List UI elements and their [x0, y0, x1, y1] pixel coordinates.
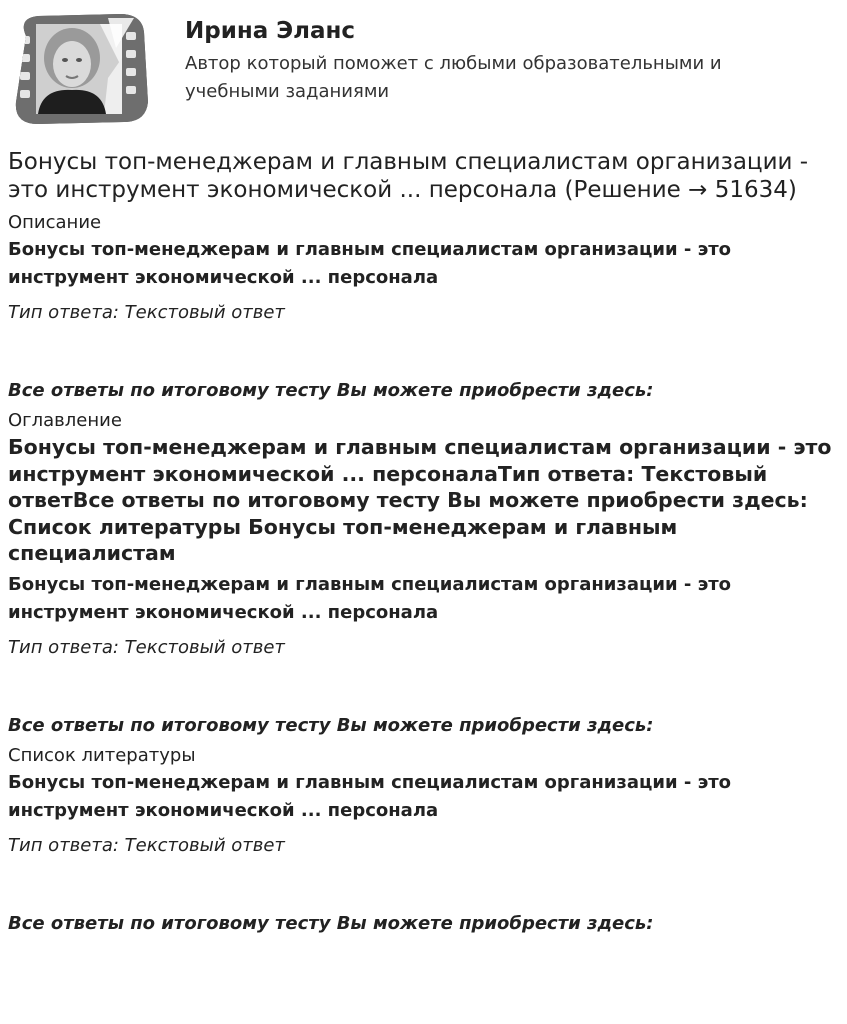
main-content [8, 148, 838, 935]
page-title: Бонусы топ-менеджерам и главным специалистам организации - это инструмент экономической ... персонала (Решение → 51634) [8, 149, 809, 203]
answer-type: Тип ответа: Текстовый ответ [8, 834, 285, 856]
purchase-note: Все ответы по итоговому тесту Вы можете приобрести здесь: [8, 714, 654, 736]
section-label-bibliography: Список литературы [8, 744, 196, 766]
bibliography-section [8, 745, 838, 935]
purchase-note: Все ответы по итоговому тесту Вы можете приобрести здесь: [8, 380, 654, 401]
purchase-note: Все ответы по итоговому тесту Вы можете приобрести здесь: [8, 912, 654, 934]
section-label-description: Описание [8, 212, 102, 233]
toc-section [8, 410, 838, 737]
toc-summary: Бонусы топ-менеджерам и главным специалистам организации - это инструмент экономической ... персоналаТип ответа: Текстовый ответВсе ответы по итоговому тесту Вы можете приобрести здесь: Список литературы Бонусы топ-менеджерам и главным специалистам [8, 435, 832, 565]
author-name[interactable]: Ирина Эланс [185, 18, 356, 44]
author-description: Автор который поможет с любыми образовательными и учебными заданиями [185, 53, 722, 102]
description-section [8, 212, 838, 402]
answer-type: Тип ответа: Текстовый ответ [8, 302, 285, 323]
question-text: Бонусы топ-менеджерам и главным специалистам организации - это инструмент экономической ... персонала [8, 239, 732, 288]
portrait-photo-icon [8, 8, 150, 126]
question-text: Бонусы топ-менеджерам и главным специалистам организации - это инструмент экономической ... персонала [8, 771, 732, 821]
answer-type: Тип ответа: Текстовый ответ [8, 636, 285, 658]
section-label-toc: Оглавление [8, 410, 122, 431]
author-card [8, 8, 838, 128]
question-text: Бонусы топ-менеджерам и главным специалистам организации - это инструмент экономической ... персонала [8, 573, 732, 623]
